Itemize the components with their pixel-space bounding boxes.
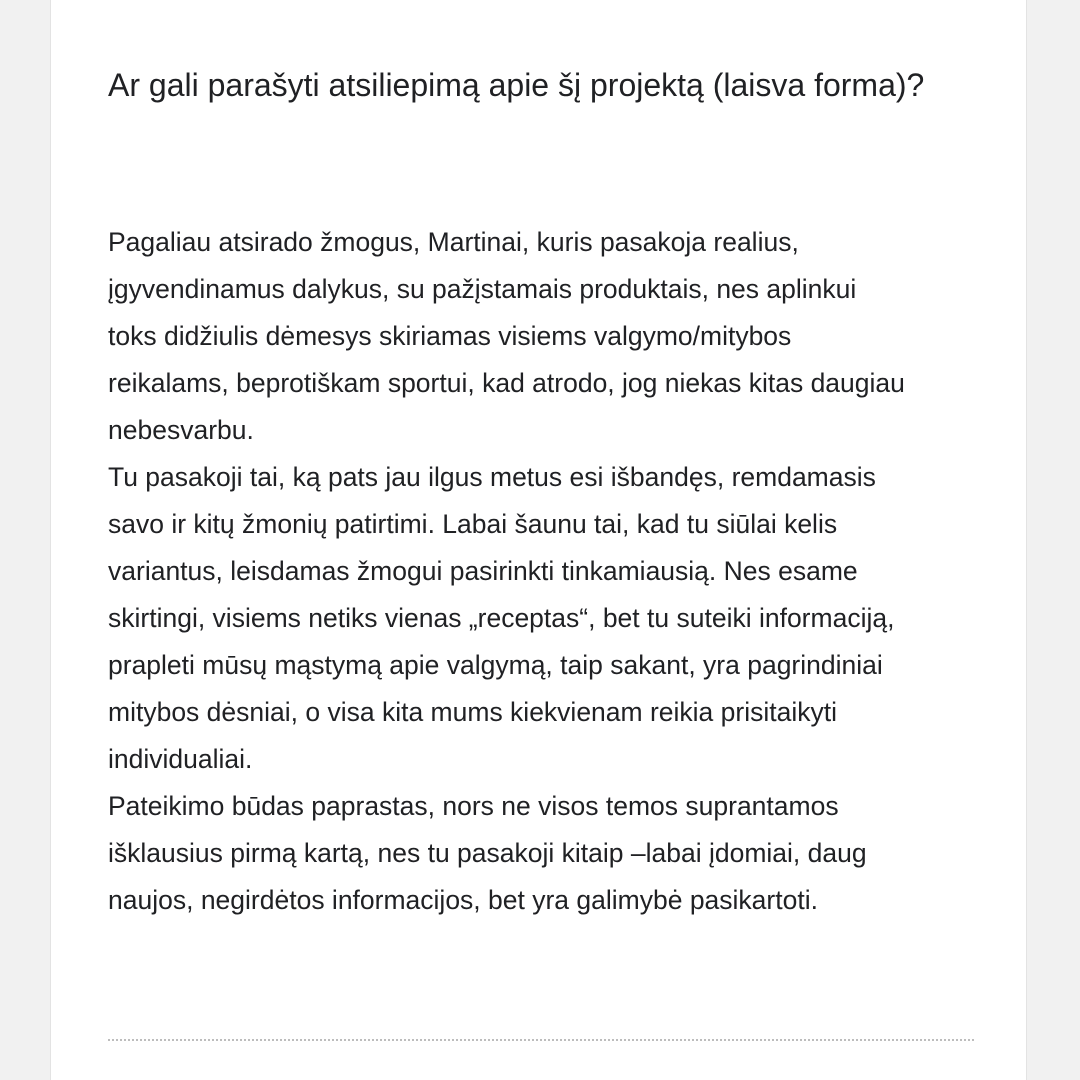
dotted-divider xyxy=(108,1039,974,1041)
question-title: Ar gali parašyti atsiliepimą apie šį projektą (laisva forma)? xyxy=(108,67,925,103)
question-card xyxy=(50,0,1027,1080)
answer-text: Pagaliau atsirado žmogus, Martinai, kuris pasakoja realius, įgyvendinamus dalykus, su pažįstamais produktais, nes aplinkui toks didžiulis dėmesys skiriamas visiems valgymo/mitybos reikalams, beprotiškam sportui, kad atrodo, jog niekas kitas daugiau nebesvarbu. Tu pasakoji tai, ką pats jau ilgus metus esi išbandęs, remdamasis savo ir kitų žmonių patirtimi. Labai šaunu tai, kad tu siūlai kelis variantus, leisdamas žmogui pasirinkti tinkamiausią. Nes esame skirtingi, visiems netiks vienas „receptas“, bet tu suteiki informaciją, prapleti mūsų mąstymą apie valgymą, taip sakant, yra pagrindiniai mitybos dėsniai, o visa kita mums kiekvienam reikia prisitaikyti individualiai. Pateikimo būdas paprastas, nors ne visos temos suprantamos išklausius pirmą kartą, nes tu pasakoji kitaip –labai įdomiai, daug naujos, negirdėtos informacijos, bet yra galimybė pasikartoti. xyxy=(108,227,905,915)
